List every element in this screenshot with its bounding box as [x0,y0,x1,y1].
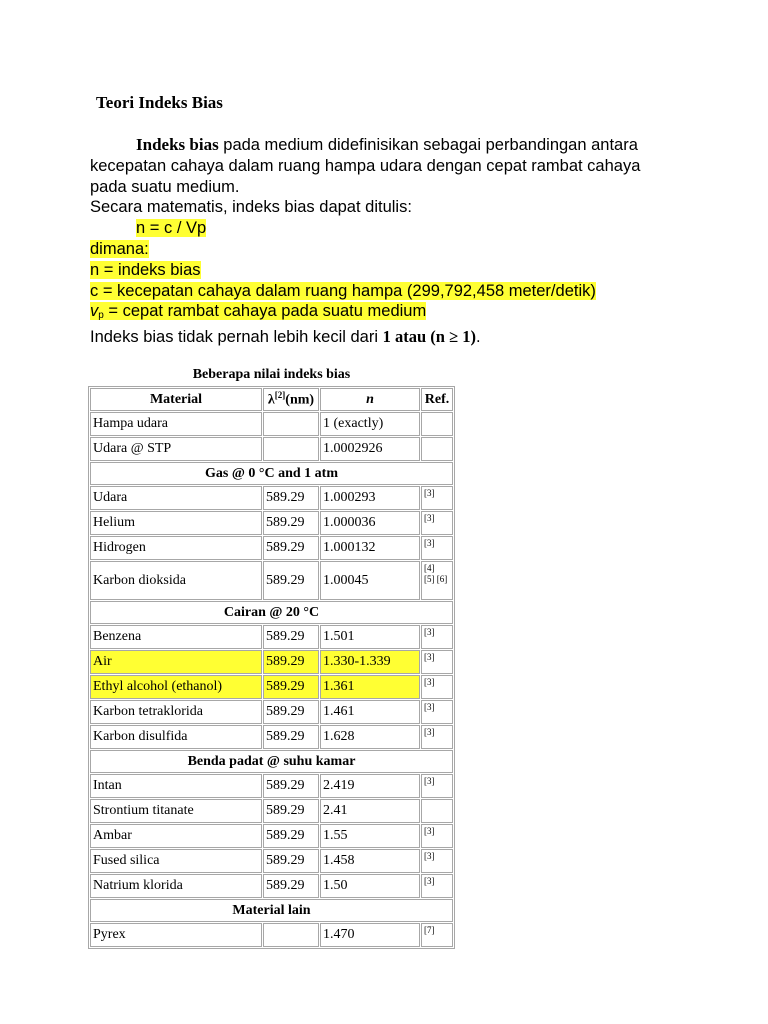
material-cell: Karbon tetraklorida [90,700,262,724]
index-cell: 1.330-1.339 [320,650,420,674]
table-row [90,923,453,947]
def-n-line [90,260,660,281]
table-row [90,675,453,699]
section-title: Benda padat @ suhu kamar [90,750,453,773]
section-title: Material lain [90,899,453,922]
ref-link[interactable]: [4] [424,563,435,573]
formula-line [136,218,660,239]
where-label: dimana: [90,239,149,258]
header-n [320,388,420,411]
index-cell: 1.000293 [320,486,420,510]
index-cell: 1.628 [320,725,420,749]
def-c: c = kecepatan cahaya dalam ruang hampa (299,792,458 meter/detik) [90,281,596,300]
wavelength-cell: 589.29 [263,536,319,560]
header-ref: Ref. [421,388,453,411]
material-cell: Hidrogen [90,536,262,560]
material-cell: Hampa udara [90,412,262,436]
minimum-end: . [476,328,481,347]
wavelength-cell: 589.29 [263,561,319,600]
section-row [90,462,453,485]
ref-cell [421,561,453,600]
header-material: Material [90,388,262,411]
section-row [90,899,453,922]
math-intro-line: Secara matematis, indeks bias dapat ditulis: [90,198,412,217]
material-cell: Fused silica [90,849,262,873]
wavelength-cell: 589.29 [263,799,319,823]
material-cell: Ambar [90,824,262,848]
wavelength-cell [263,437,319,461]
table-row [90,561,453,600]
table-row [90,650,453,674]
section-row [90,750,453,773]
section-title: Gas @ 0 °C and 1 atm [90,462,453,485]
index-cell: 1.501 [320,625,420,649]
index-cell: 1.00045 [320,561,420,600]
table-row [90,874,453,898]
material-cell: Udara [90,486,262,510]
ref-link[interactable]: [3] [424,826,435,836]
def-vp-line [90,301,660,327]
table-row [90,700,453,724]
ref-cell [421,536,453,560]
index-cell: 1.361 [320,675,420,699]
ref-link[interactable]: [7] [424,925,435,935]
table-caption: Beberapa nilai indeks bias [192,367,351,382]
index-cell: 2.41 [320,799,420,823]
ref-link[interactable]: [3] [424,876,435,886]
section-title: Cairan @ 20 °C [90,601,453,624]
ref-cell [421,725,453,749]
table-row [90,625,453,649]
def-n: n = indeks bias [90,260,201,279]
lambda-symbol: λ [267,392,275,408]
minimum-bold: 1 atau (n ≥ 1) [382,327,476,347]
index-cell: 1.50 [320,874,420,898]
table-header-row [90,388,453,411]
index-cell: 1.000132 [320,536,420,560]
ref-cell [421,824,453,848]
table-row [90,774,453,798]
ref-cell [421,774,453,798]
material-cell: Karbon disulfida [90,725,262,749]
section-row [90,601,453,624]
wavelength-cell: 589.29 [263,874,319,898]
index-cell: 1.461 [320,700,420,724]
table-row [90,511,453,535]
ref-link[interactable]: [3] [424,488,435,498]
table-row [90,824,453,848]
wavelength-cell: 589.29 [263,486,319,510]
ref-cell [421,700,453,724]
ref-cell [421,874,453,898]
refractive-index-table [88,363,455,949]
ref-cell [421,412,453,436]
ref-link[interactable]: [3] [424,851,435,861]
table-body [90,412,453,947]
ref-link[interactable]: [3] [424,702,435,712]
intro-paragraph [90,135,660,197]
material-cell: Ethyl alcohol (ethanol) [90,675,262,699]
wavelength-cell [263,923,319,947]
material-cell: Benzena [90,625,262,649]
index-cell: 1 (exactly) [320,412,420,436]
ref-cell [421,675,453,699]
material-cell: Natrium klorida [90,874,262,898]
index-cell: 1.458 [320,849,420,873]
header-n-text: n [366,391,374,407]
def-vp [90,302,426,320]
material-cell: Karbon dioksida [90,561,262,600]
ref-link[interactable]: [3] [424,677,435,687]
wavelength-cell: 589.29 [263,849,319,873]
table-row [90,412,453,436]
table-row [90,799,453,823]
ref-cell [421,799,453,823]
wavelength-cell [263,412,319,436]
ref-link[interactable]: [3] [424,652,435,662]
table-row [90,536,453,560]
ref-link[interactable]: [5] [6] [424,574,448,584]
index-cell: 1.470 [320,923,420,947]
lambda-ref[interactable]: [2] [274,390,286,401]
ref-cell [421,923,453,947]
ref-link[interactable]: [3] [424,627,435,637]
material-cell: Pyrex [90,923,262,947]
wavelength-cell: 589.29 [263,650,319,674]
material-cell: Intan [90,774,262,798]
formula: n = c / Vp [136,219,207,238]
index-cell: 1.000036 [320,511,420,535]
ref-cell [421,650,453,674]
table-row [90,725,453,749]
ref-cell [421,625,453,649]
body-text [90,135,660,348]
index-cell: 2.419 [320,774,420,798]
material-cell: Helium [90,511,262,535]
definition-text: pada medium didefinisikan sebagai perbandingan antara kecepatan cahaya dalam ruang hampa udara dengan cepat rambat cahaya pada suatu medium. [90,136,641,196]
vp-symbol: v [90,302,99,321]
def-c-line [90,281,660,302]
ref-link[interactable]: [3] [424,727,435,737]
header-lambda [263,388,319,411]
vp-definition: = cepat rambat cahaya pada suatu medium [103,302,427,321]
wavelength-cell: 589.29 [263,511,319,535]
ref-cell [421,849,453,873]
ref-cell [421,437,453,461]
wavelength-cell: 589.29 [263,824,319,848]
table-row [90,849,453,873]
ref-link[interactable]: [3] [424,513,435,523]
material-cell: Strontium titanate [90,799,262,823]
minimum-line [90,327,660,348]
index-cell: 1.0002926 [320,437,420,461]
page-title: Teori Indeks Bias [96,93,223,112]
table-row [90,486,453,510]
minimum-text: Indeks bias tidak pernah lebih kecil dari [90,328,383,347]
where-line [90,239,660,260]
table-row [90,437,453,461]
vp-subscript: p [98,310,104,322]
lambda-unit: (nm) [285,392,315,408]
material-cell: Air [90,650,262,674]
ref-link[interactable]: [3] [424,776,435,786]
index-cell: 1.55 [320,824,420,848]
wavelength-cell: 589.29 [263,700,319,724]
term-indeks-bias: Indeks bias [136,135,219,154]
wavelength-cell: 589.29 [263,774,319,798]
wavelength-cell: 589.29 [263,725,319,749]
wavelength-cell: 589.29 [263,675,319,699]
material-cell: Udara @ STP [90,437,262,461]
wavelength-cell: 589.29 [263,625,319,649]
ref-cell [421,511,453,535]
ref-link[interactable]: [3] [424,538,435,548]
ref-cell [421,486,453,510]
